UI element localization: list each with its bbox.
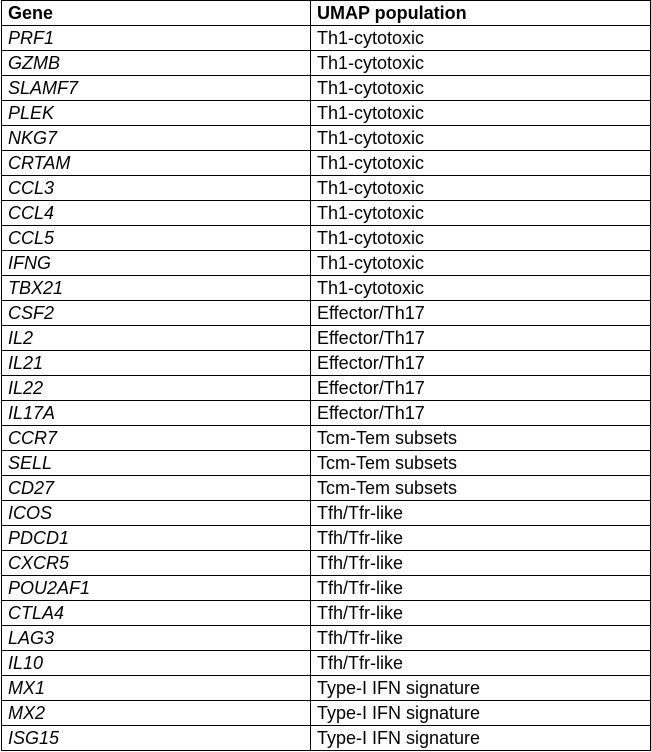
gene-cell: IL17A: [2, 401, 311, 426]
population-cell: Tcm-Tem subsets: [311, 426, 651, 451]
gene-cell: CCL3: [2, 176, 311, 201]
gene-cell: CSF2: [2, 301, 311, 326]
table-row: [2, 576, 651, 601]
gene-cell: MX2: [2, 701, 311, 726]
population-cell: Th1-cytotoxic: [311, 176, 651, 201]
gene-cell: TBX21: [2, 276, 311, 301]
population-cell: Effector/Th17: [311, 376, 651, 401]
table-row: [2, 651, 651, 676]
population-cell: Th1-cytotoxic: [311, 76, 651, 101]
table-row: [2, 226, 651, 251]
population-cell: Th1-cytotoxic: [311, 276, 651, 301]
population-cell: Th1-cytotoxic: [311, 101, 651, 126]
population-cell: Tfh/Tfr-like: [311, 601, 651, 626]
gene-cell: CTLA4: [2, 601, 311, 626]
column-header-umap-population: UMAP population: [311, 1, 651, 26]
table-row: [2, 76, 651, 101]
gene-cell: CCR7: [2, 426, 311, 451]
population-cell: Th1-cytotoxic: [311, 126, 651, 151]
gene-cell: GZMB: [2, 51, 311, 76]
gene-population-table: [1, 0, 651, 751]
table-row: [2, 201, 651, 226]
population-cell: Th1-cytotoxic: [311, 201, 651, 226]
table-row: [2, 351, 651, 376]
gene-cell: POU2AF1: [2, 576, 311, 601]
gene-cell: ISG15: [2, 726, 311, 751]
gene-cell: IFNG: [2, 251, 311, 276]
table-row: [2, 326, 651, 351]
gene-cell: ICOS: [2, 501, 311, 526]
population-cell: Tfh/Tfr-like: [311, 651, 651, 676]
gene-cell: PDCD1: [2, 526, 311, 551]
population-cell: Type-I IFN signature: [311, 676, 651, 701]
population-cell: Effector/Th17: [311, 326, 651, 351]
population-cell: Th1-cytotoxic: [311, 51, 651, 76]
table-row: [2, 126, 651, 151]
gene-cell: CXCR5: [2, 551, 311, 576]
gene-cell: IL22: [2, 376, 311, 401]
population-cell: Th1-cytotoxic: [311, 26, 651, 51]
table-body: [2, 26, 651, 751]
gene-cell: CD27: [2, 476, 311, 501]
population-cell: Effector/Th17: [311, 301, 651, 326]
table-row: [2, 151, 651, 176]
gene-cell: IL10: [2, 651, 311, 676]
gene-cell: LAG3: [2, 626, 311, 651]
gene-cell: SELL: [2, 451, 311, 476]
table-row: [2, 676, 651, 701]
gene-cell: PRF1: [2, 26, 311, 51]
table-row: [2, 726, 651, 751]
population-cell: Th1-cytotoxic: [311, 226, 651, 251]
table-row: [2, 626, 651, 651]
population-cell: Tfh/Tfr-like: [311, 551, 651, 576]
table-row: [2, 101, 651, 126]
gene-cell: IL2: [2, 326, 311, 351]
gene-cell: IL21: [2, 351, 311, 376]
gene-cell: NKG7: [2, 126, 311, 151]
table-row: [2, 451, 651, 476]
table-row: [2, 51, 651, 76]
table-row: [2, 401, 651, 426]
table-row: [2, 551, 651, 576]
gene-cell: MX1: [2, 676, 311, 701]
population-cell: Type-I IFN signature: [311, 701, 651, 726]
table-row: [2, 526, 651, 551]
population-cell: Tfh/Tfr-like: [311, 526, 651, 551]
population-cell: Th1-cytotoxic: [311, 151, 651, 176]
table-row: [2, 26, 651, 51]
table-row: [2, 501, 651, 526]
table-row: [2, 601, 651, 626]
population-cell: Tfh/Tfr-like: [311, 576, 651, 601]
column-header-gene: Gene: [2, 1, 311, 26]
table-row: [2, 701, 651, 726]
population-cell: Tcm-Tem subsets: [311, 476, 651, 501]
table-row: [2, 376, 651, 401]
gene-cell: CCL5: [2, 226, 311, 251]
population-cell: Effector/Th17: [311, 401, 651, 426]
population-cell: Tfh/Tfr-like: [311, 501, 651, 526]
table-row: [2, 476, 651, 501]
table-row: [2, 176, 651, 201]
table-row: [2, 426, 651, 451]
gene-cell: SLAMF7: [2, 76, 311, 101]
population-cell: Tcm-Tem subsets: [311, 451, 651, 476]
population-cell: Effector/Th17: [311, 351, 651, 376]
table-row: [2, 276, 651, 301]
population-cell: Type-I IFN signature: [311, 726, 651, 751]
header-row: [2, 1, 651, 26]
population-cell: Tfh/Tfr-like: [311, 626, 651, 651]
table-row: [2, 301, 651, 326]
gene-cell: CCL4: [2, 201, 311, 226]
table-row: [2, 251, 651, 276]
population-cell: Th1-cytotoxic: [311, 251, 651, 276]
gene-cell: CRTAM: [2, 151, 311, 176]
gene-cell: PLEK: [2, 101, 311, 126]
